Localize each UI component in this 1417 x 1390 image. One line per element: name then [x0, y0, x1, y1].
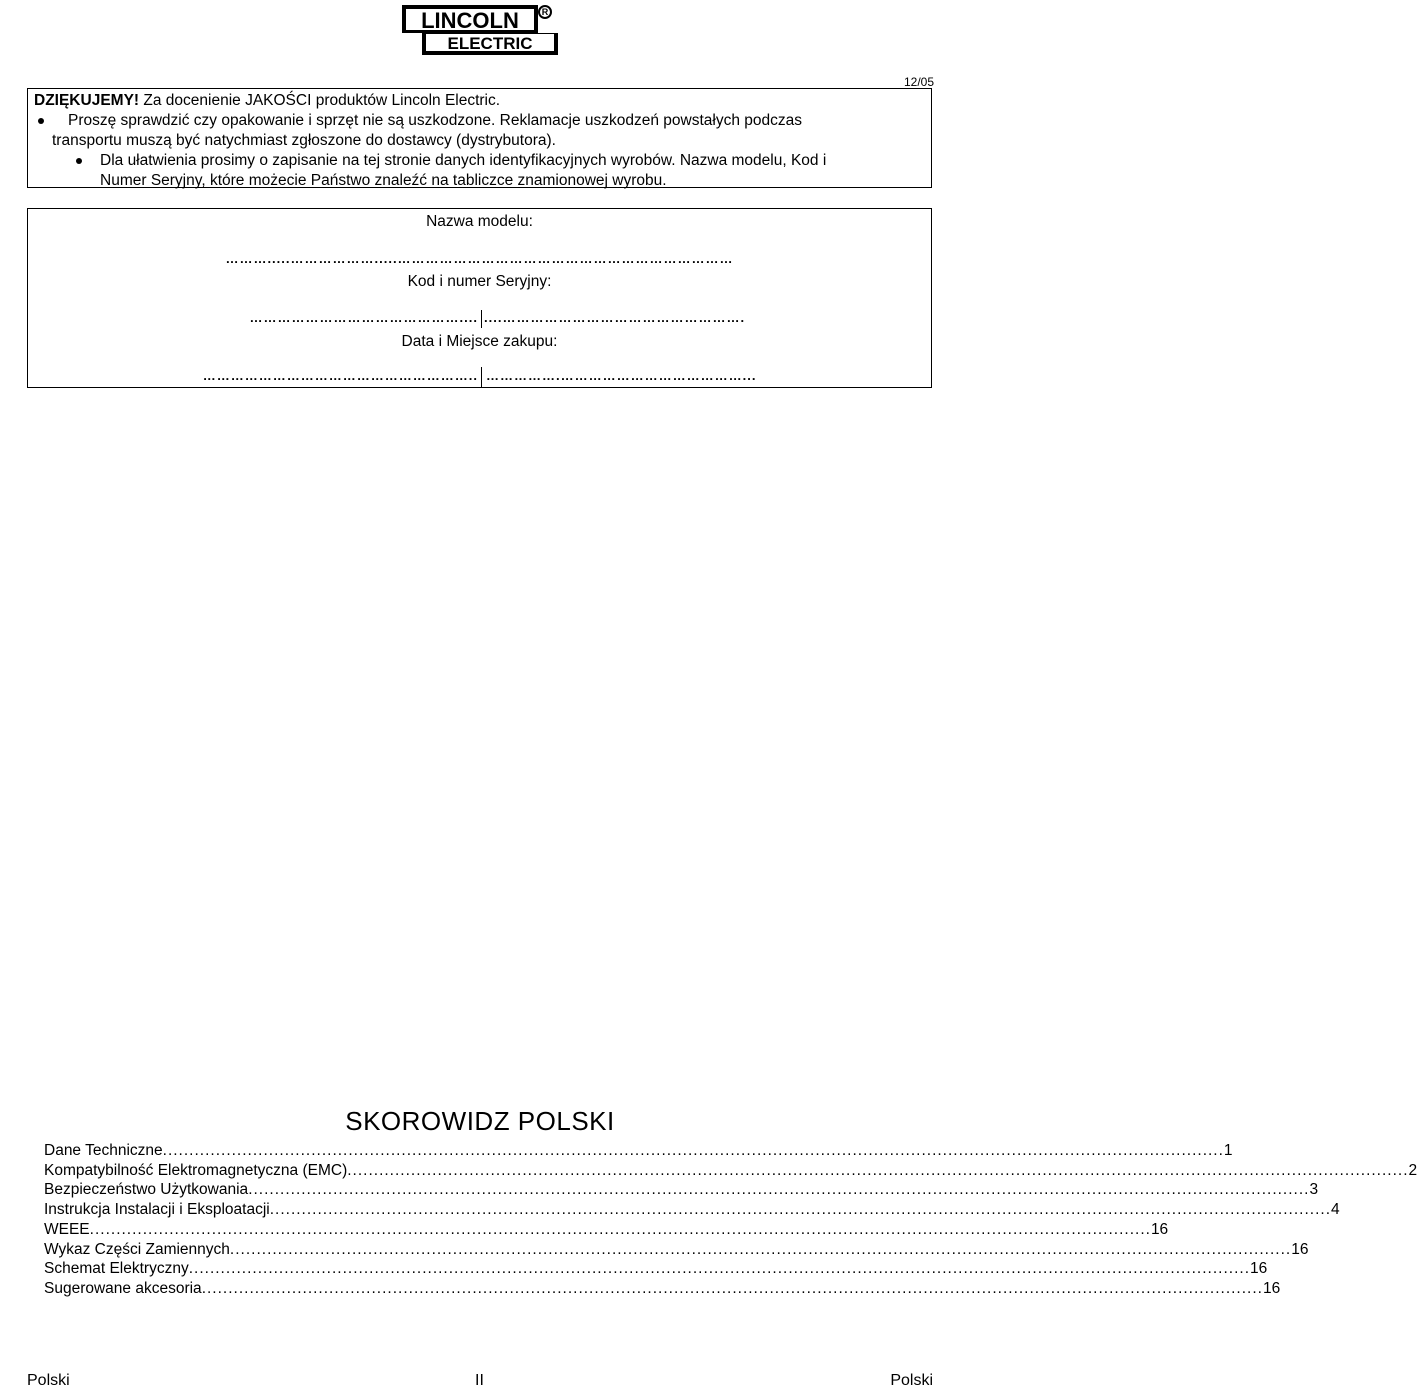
thanks-rest: Za docenienie JAKOŚCI produktów Lincoln Electric.	[139, 92, 501, 109]
toc-entry[interactable]	[44, 1220, 1169, 1240]
purchase-date-field[interactable]: …………………………………………………..	[202, 368, 478, 383]
toc-entry-label: Bezpieczeństwo Użytkowania	[44, 1181, 249, 1199]
toc-entry[interactable]	[44, 1279, 1281, 1299]
toc-entry-label: Instrukcja Instalacji i Eksploatacji	[44, 1201, 270, 1219]
toc-entry-page: 2	[1408, 1161, 1417, 1179]
serial-code-field[interactable]: ………………………………………....	[249, 310, 478, 325]
logo-line2: ELECTRIC	[447, 34, 533, 53]
registered-mark-icon: R	[538, 5, 552, 19]
toc-leader-dots: ........................................................................................................................................................................................................	[248, 1181, 1310, 1199]
toc-leader-dots: ........................................................................................................................................................................................................	[188, 1260, 1250, 1278]
toc-entry[interactable]	[44, 1180, 1319, 1200]
serial-number-label: Kod i numer Seryjny:	[407, 273, 552, 290]
toc-entry-label: Dane Techniczne	[44, 1142, 163, 1159]
toc-entry-label: WEEE	[44, 1220, 90, 1238]
product-registration-box	[27, 208, 932, 388]
toc-entry-label: Sugerowane akcesoria	[44, 1279, 202, 1297]
toc-entry-page: 1	[1223, 1142, 1233, 1159]
toc-entry-page: 16	[1262, 1279, 1281, 1297]
bullet-text-line: Dla ułatwienia prosimy o zapisanie na tej stronie danych identyfikacyjnych wyrobów. Nazwa modelu, Kod i	[100, 152, 827, 169]
field-divider	[481, 367, 482, 387]
bullet-item-registration	[34, 151, 925, 191]
bullet-text-line: Numer Seryjny, które możecie Państwo znaleźć na tabliczce znamionowej wyrobu.	[100, 172, 667, 189]
footer-right: Polski	[890, 1372, 933, 1389]
toc-leader-dots: ........................................................................................................................................................................................................	[162, 1142, 1224, 1159]
toc-entry-label: Schemat Elektryczny	[44, 1260, 189, 1278]
toc-entry[interactable]	[44, 1259, 1268, 1279]
toc-entry[interactable]	[44, 1240, 1309, 1260]
toc-title: SKOROWIDZ POLSKI	[345, 1106, 615, 1136]
logo-line1: LINCOLN	[421, 8, 519, 33]
toc-entry[interactable]	[44, 1200, 1340, 1220]
serial-number-field[interactable]: ....…………………………………………….	[484, 310, 746, 325]
table-of-contents	[44, 1141, 1417, 1299]
toc-entry-page: 16	[1250, 1260, 1268, 1278]
purchase-place-field[interactable]: …………….…………………………………...	[486, 368, 757, 383]
toc-leader-dots: ........................................................................................................................................................................................................	[269, 1201, 1331, 1219]
thanks-notice-box	[27, 88, 932, 188]
toc-entry-label: Kompatybilność Elektromagnetyczna (EMC)	[44, 1161, 348, 1179]
footer-left: Polski	[27, 1372, 70, 1389]
toc-entry-page: 16	[1150, 1220, 1169, 1238]
bullet-item-inspection	[34, 111, 925, 151]
bullet-icon	[38, 118, 44, 124]
bullet-text-line: transportu muszą być natychmiast zgłoszone do dostawcy (dystrybutora).	[52, 132, 556, 149]
footer-page-number: II	[475, 1372, 484, 1389]
toc-leader-dots: ........................................................................................................................................................................................................	[201, 1279, 1263, 1297]
model-name-label: Nazwa modelu:	[426, 213, 533, 230]
toc-entry[interactable]	[44, 1141, 1233, 1161]
bullet-text-line: Proszę sprawdzić czy opakowanie i sprzęt nie są uszkodzone. Reklamacje uszkodzeń powstałych podczas	[68, 112, 803, 129]
purchase-label: Data i Miejsce zakupu:	[401, 333, 558, 350]
toc-entry[interactable]	[44, 1161, 1417, 1181]
toc-entry-page: 4	[1331, 1201, 1340, 1219]
toc-entry-label: Wykaz Części Zamiennych	[44, 1240, 230, 1258]
bullet-icon	[76, 158, 82, 164]
toc-entry-page: 16	[1291, 1240, 1309, 1258]
thanks-line	[34, 91, 925, 111]
toc-leader-dots: ........................................................................................................................................................................................................	[89, 1220, 1151, 1238]
thanks-bold: DZIĘKUJEMY!	[34, 92, 140, 109]
model-name-field[interactable]: ……….....……………….....………………………………………………………………	[225, 251, 734, 266]
date-code: 12/05	[903, 75, 934, 89]
field-divider	[481, 310, 482, 328]
toc-leader-dots: ........................................................................................................................................................................................................	[229, 1240, 1292, 1258]
toc-entry-page: 3	[1309, 1181, 1319, 1199]
lincoln-electric-logo	[400, 3, 560, 57]
toc-leader-dots: ........................................................................................................................................................................................................	[347, 1161, 1409, 1179]
